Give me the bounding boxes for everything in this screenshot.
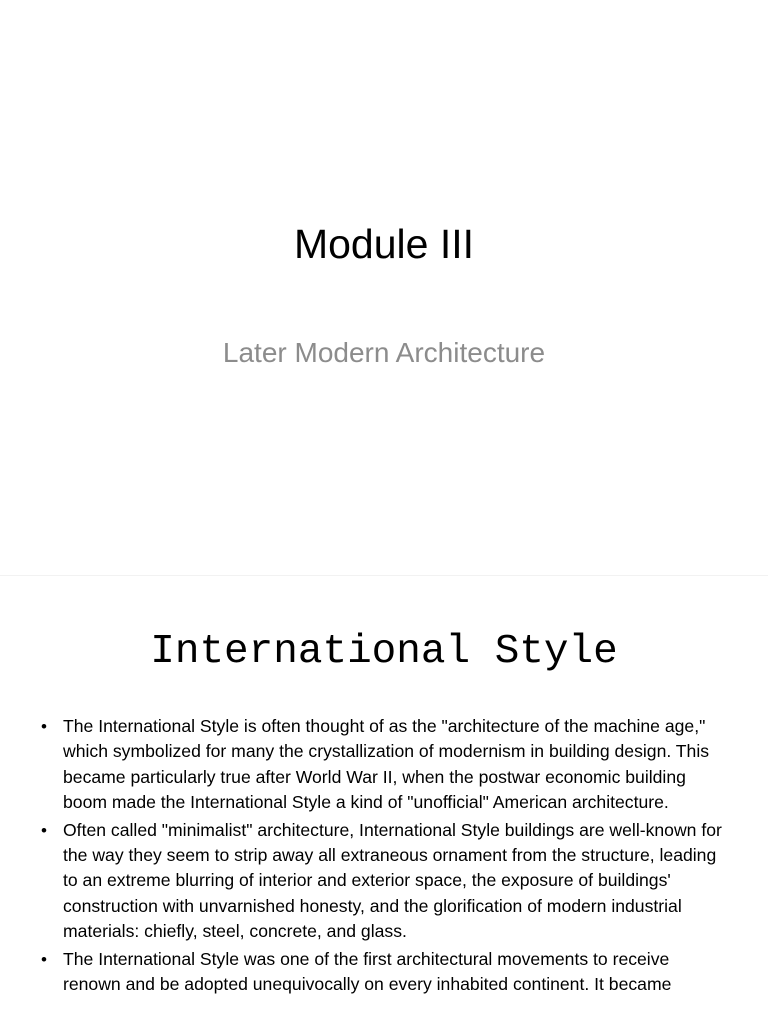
module-title: Module III xyxy=(293,221,475,267)
module-subtitle: Later Modern Architecture xyxy=(222,337,546,368)
bullet-item xyxy=(40,947,730,998)
bullet-text: The International Style was one of the first architectural movements to receive renown and be adopted unequivocally on every inhabited continent. It became xyxy=(63,948,672,995)
bullet-text: Often called "minimalist" architecture, International Style buildings are well-known for the way they seem to strip away all extraneous ornament from the structure, leading to an extreme blurring of interior and exterior space, the exposure of buildings' construction with unvarnished honesty, and the glorification of modern industrial materials: chiefly, steel, concrete, and glass. xyxy=(63,819,722,942)
bullet-icon: • xyxy=(41,949,47,969)
bullet-icon: • xyxy=(41,820,47,840)
content-slide xyxy=(0,576,768,1024)
bullet-icon: • xyxy=(41,717,47,736)
section-title: International Style xyxy=(150,629,618,675)
bullet-item xyxy=(40,714,730,816)
bullet-list xyxy=(40,714,730,999)
bullet-text: The International Style is often thought of as the "architecture of the machine age," which symbolized for many the crystallization of modernism in building design. This became particularly true after World War II, when the postwar economic building boom made the International Style a kind of "unofficial" American architecture. xyxy=(63,716,710,813)
bullet-item xyxy=(40,818,730,945)
